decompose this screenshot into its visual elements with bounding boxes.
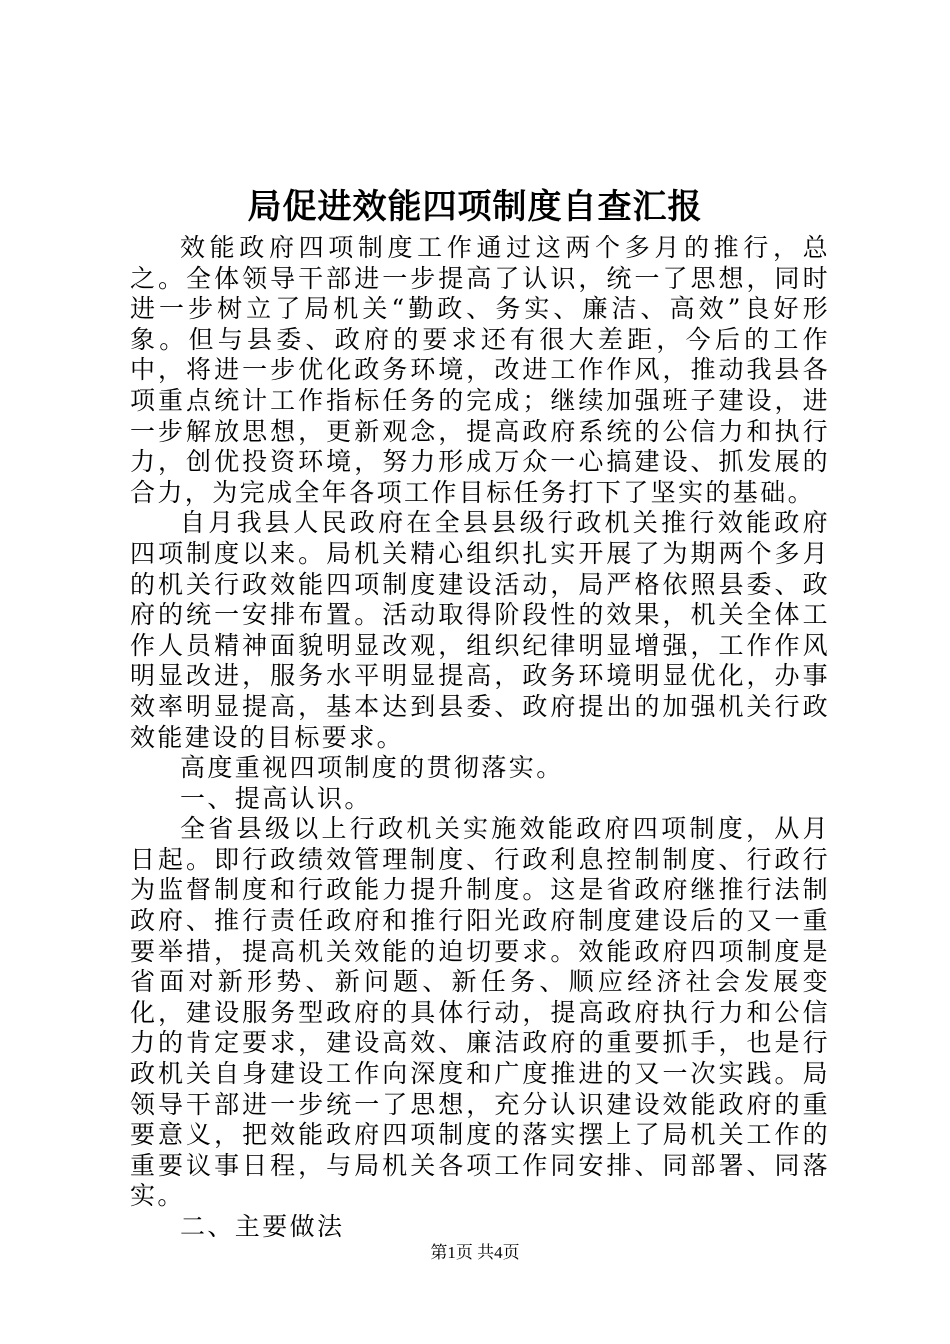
paragraph-summary: 效能政府四项制度工作通过这两个多月的推行，总之。全体领导干部进一步提高了认识，统一了思想，同时进一步树立了局机关“勤政、务实、廉洁、高效”良好形象。但与县委、政府的要求还有很大差距，今后的工作中，将进一步优化政务环境，改进工作作风，推动我县各项重点统计工作指标任务的完成；继续加强班子建设，进一步解放思想，更新观念，提高政府系统的公信力和执行力，创优投资环境，努力形成万众一心搞建设、抓发展的合力，为完成全年各项工作目标任务打下了坚实的基础。 <box>130 233 830 507</box>
section-heading-2: 二、主要做法 <box>180 1212 345 1241</box>
page-footer: 第1页 共4页 <box>430 1243 520 1262</box>
document-body <box>130 233 830 1243</box>
paragraph-section-1: 全省县级以上行政机关实施效能政府四项制度，从月日起。即行政绩效管理制度、行政利息控制制度、行政行为监督制度和行政能力提升制度。这是省政府继推行法制政府、推行责任政府和推行阳光政府制度建设后的又一重要举措，提高机关效能的迫切要求。效能政府四项制度是省面对新形势、新问题、新任务、顺应经济社会发展变化，建设服务型政府的具体行动，提高政府执行力和公信力的肯定要求，建设高效、廉洁政府的重要抓手，也是行政机关自身建设工作向深度和广度推进的又一次实践。局领导干部进一步统一了思想，充分认识建设效能政府的重要意义，把效能政府四项制度的落实摆上了局机关工作的重要议事日程，与局机关各项工作同安排、同部署、同落实。 <box>130 814 830 1211</box>
section-heading-1: 一、提高认识。 <box>180 783 372 813</box>
paragraph-background: 自月我县人民政府在全县县级行政机关推行效能政府四项制度以来。局机关精心组织扎实开展了为期两个多月的机关行政效能四项制度建设活动，局严格依照县委、政府的统一安排布置。活动取得阶段性的效果，机关全体工作人员精神面貌明显改观，组织纪律明显增强，工作作风明显改进，服务水平明显提高，政务环境明显优化，办事效率明显提高，基本达到县委、政府提出的加强机关行政效能建设的目标要求。 <box>130 508 830 752</box>
document-title: 局促进效能四项制度自查汇报 <box>247 187 703 227</box>
paragraph-emphasis: 高度重视四项制度的贯彻落实。 <box>180 753 564 783</box>
